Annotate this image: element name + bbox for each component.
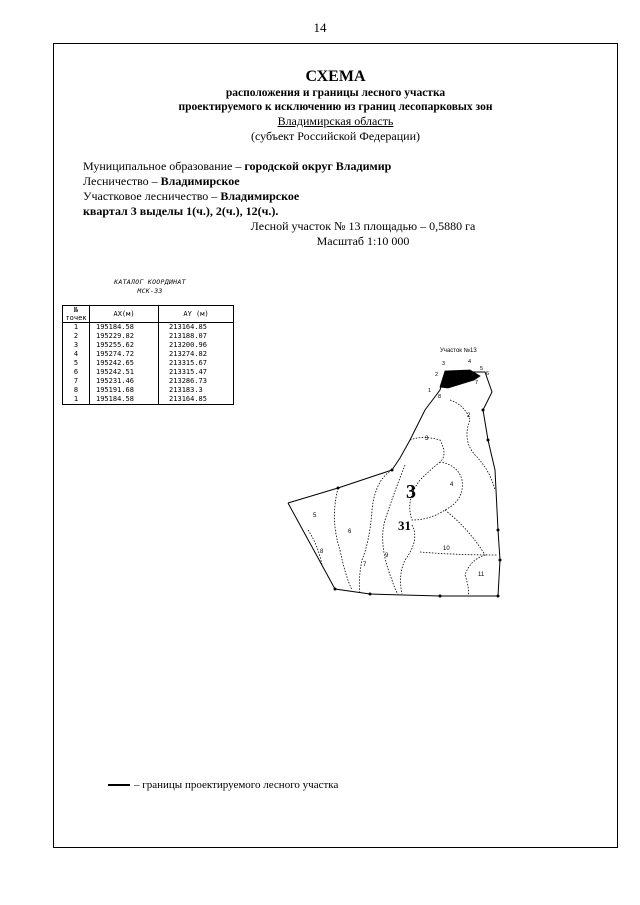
quarter-number: 3 bbox=[406, 481, 416, 503]
ay-cell: 213188.07 bbox=[159, 332, 234, 341]
title-line-1: расположения и границы лесного участка bbox=[225, 87, 446, 99]
ax-cell: 195229.82 bbox=[90, 332, 159, 341]
coordinates-row bbox=[63, 386, 234, 395]
ay-cell: 213315.67 bbox=[159, 359, 234, 368]
catalog-caption-system: МСК-33 bbox=[137, 287, 163, 295]
coordinates-row bbox=[63, 341, 234, 350]
compartment-label: 7 bbox=[363, 562, 367, 568]
coordinates-row bbox=[63, 395, 234, 405]
coordinates-header-row bbox=[63, 306, 234, 323]
forest-plot-map bbox=[280, 340, 520, 605]
compartment-label: 10 bbox=[443, 546, 450, 552]
title-region-note: (субъект Российской Федерации) bbox=[250, 129, 421, 143]
compartment-label: 4 bbox=[450, 482, 454, 488]
forestry-label: Лесничество – bbox=[83, 174, 161, 188]
point-number-cell: 5 bbox=[63, 359, 90, 368]
compartment-labels bbox=[313, 413, 485, 578]
point-label: 2 bbox=[435, 372, 439, 378]
ax-cell: 195191.68 bbox=[90, 386, 159, 395]
quarter-boundary bbox=[288, 372, 500, 596]
forestry-row bbox=[83, 174, 603, 189]
header-ay: AY (м) bbox=[159, 306, 234, 323]
point-number-cell: 3 bbox=[63, 341, 90, 350]
ax-cell: 195184.58 bbox=[90, 323, 159, 333]
coordinates-row bbox=[63, 350, 234, 359]
compartment-label: 6 bbox=[348, 529, 352, 535]
page-number: 14 bbox=[313, 20, 327, 35]
ay-cell: 213286.73 bbox=[159, 377, 234, 386]
point-number-cell: 4 bbox=[63, 350, 90, 359]
municipality-row bbox=[83, 159, 603, 174]
ay-cell: 213200.96 bbox=[159, 341, 234, 350]
ax-cell: 195242.65 bbox=[90, 359, 159, 368]
point-number-cell: 1 bbox=[63, 323, 90, 333]
plot-13-shape bbox=[440, 370, 480, 388]
point-label: 5 bbox=[480, 366, 484, 372]
legend bbox=[108, 779, 338, 791]
compartment-label: 3 bbox=[425, 436, 429, 442]
ax-cell: 195242.51 bbox=[90, 368, 159, 377]
legend-text: – границы проектируемого лесного участка bbox=[134, 779, 339, 791]
title-main: СХЕМА bbox=[305, 68, 366, 85]
coordinates-row bbox=[63, 332, 234, 341]
catalog-caption-title: КАТАЛОГ КООРДИНАТ bbox=[114, 278, 186, 286]
compartment-label: 9 bbox=[385, 553, 389, 559]
compartment-31-label: 31 bbox=[398, 518, 411, 533]
title-line-2: проектируемого к исключению из границ лесопарковых зон bbox=[178, 101, 493, 113]
compartment-label: 2 bbox=[467, 413, 471, 419]
coordinates-row bbox=[63, 359, 234, 368]
ax-cell: 195274.72 bbox=[90, 350, 159, 359]
legend-line-symbol bbox=[108, 784, 130, 786]
plot-area-row: Лесной участок № 13 площадью – 0,5880 га bbox=[250, 219, 476, 233]
plot-label: Участок №13 bbox=[440, 348, 477, 354]
point-number-cell: 8 bbox=[63, 386, 90, 395]
boundary-vertices bbox=[334, 409, 502, 598]
ax-cell: 195255.62 bbox=[90, 341, 159, 350]
point-label: 3 bbox=[442, 361, 446, 367]
compartment-label: 5 bbox=[313, 513, 317, 519]
header-ax: AX(м) bbox=[90, 306, 159, 323]
title-region: Владимирская область bbox=[277, 114, 394, 128]
municipality-value: городской округ Владимир bbox=[244, 159, 392, 173]
ay-cell: 213315.47 bbox=[159, 368, 234, 377]
forestry-value: Владимирское bbox=[160, 174, 240, 188]
scale-row: Масштаб 1:10 000 bbox=[316, 234, 410, 248]
coordinates-row bbox=[63, 368, 234, 377]
point-number-cell: 7 bbox=[63, 377, 90, 386]
ay-cell: 213274.82 bbox=[159, 350, 234, 359]
district-row bbox=[83, 189, 603, 204]
plot-info bbox=[83, 159, 603, 249]
point-label: 7 bbox=[475, 380, 479, 386]
quarter-row: квартал 3 выделы 1(ч.), 2(ч.), 12(ч.). bbox=[83, 204, 279, 218]
header-point-number: № точек bbox=[63, 306, 90, 323]
ax-cell: 195231.46 bbox=[90, 377, 159, 386]
compartment-lines bbox=[308, 400, 498, 596]
point-number-cell: 2 bbox=[63, 332, 90, 341]
compartment-label: 11 bbox=[478, 572, 485, 578]
point-label: 4 bbox=[468, 359, 472, 365]
district-label: Участковое лесничество – bbox=[83, 189, 221, 203]
point-label: 1 bbox=[428, 388, 432, 394]
coordinates-row bbox=[63, 377, 234, 386]
point-number-cell: 6 bbox=[63, 368, 90, 377]
municipality-label: Муниципальное образование – bbox=[83, 159, 245, 173]
catalog-caption bbox=[85, 278, 215, 296]
compartment-label: 8 bbox=[320, 549, 324, 555]
ay-cell: 213164.85 bbox=[159, 395, 234, 405]
district-value: Владимирское bbox=[220, 189, 300, 203]
coordinates-table bbox=[62, 305, 234, 405]
point-number-cell: 1 bbox=[63, 395, 90, 405]
ay-cell: 213164.85 bbox=[159, 323, 234, 333]
ay-cell: 213183.3 bbox=[159, 386, 234, 395]
point-label: 8 bbox=[438, 394, 442, 400]
point-label: 6 bbox=[486, 371, 490, 377]
ax-cell: 195184.58 bbox=[90, 395, 159, 405]
title-block bbox=[53, 68, 618, 144]
coordinates-row bbox=[63, 323, 234, 333]
